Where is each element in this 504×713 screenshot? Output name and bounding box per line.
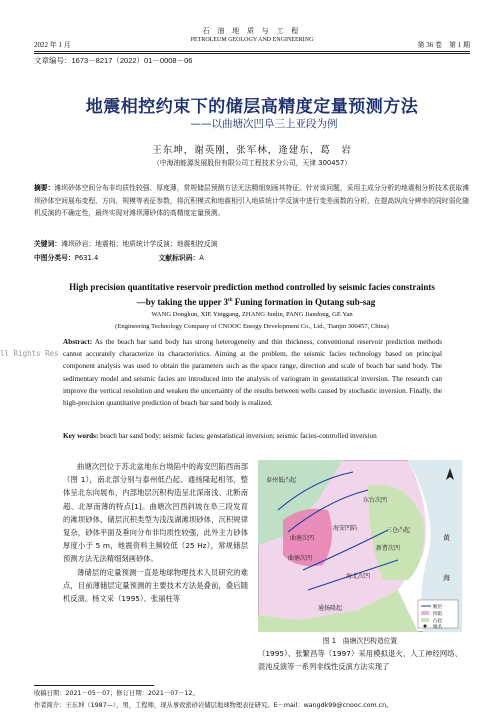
- keywords-label: 关键词：: [34, 240, 62, 248]
- legend-label: 地名: [433, 624, 442, 629]
- article-title: 地震相控约束下的储层高精度定量预测方法: [85, 97, 419, 117]
- english-keywords-text: beach bar sand body; seismic facies; genstatistical inversion; seismic facies-controlled inversion: [100, 432, 377, 440]
- article-number: 文章编号：1673－8217（2022）01－0008－06: [34, 56, 193, 65]
- location-map: [258, 460, 462, 632]
- english-abstract: [63, 336, 442, 409]
- footnote-received: 收稿日期：2021－05－07；修订日期：2021－07－12。: [34, 690, 199, 697]
- keywords-text: 滩坝砂岩；地震相；地质统计学反演；地震相控反演: [61, 240, 218, 248]
- english-affiliation: (Engineering Technology Company of CNOOC Energy Development Co., Ltd., Tianjin 300457, China): [115, 323, 389, 330]
- journal-name-cn: 石 油 地 质 与 工 程: [202, 27, 302, 35]
- body-text-right: （1995）、张繁昌等（1997）采用模拟退火、人工神经网络、混沌反演等一系列非线性反演方法实现了: [258, 649, 462, 672]
- footnote-rule: [34, 685, 154, 686]
- map-legend: [418, 600, 458, 630]
- map-label: 海: [443, 574, 450, 582]
- figure-caption: 图 1 曲塘次凹构造位置: [322, 637, 398, 645]
- header-rule: [34, 51, 470, 52]
- legend-label: 凸起: [433, 618, 442, 623]
- abstract-label: 摘要：: [34, 184, 55, 192]
- body-paragraph-2: 薄储层的定量预测一直是地球物理技术人员研究的难点，目前薄储层定量预测的主要技术方法是叠前，叠后随机反演。杨文采（1995）、张丽柱等: [63, 567, 248, 604]
- map-label: 海安凹陷: [333, 526, 358, 532]
- doc-code-value: A: [199, 254, 204, 262]
- map-label: 泰州低凸起: [266, 478, 297, 484]
- body-paragraph-1: 曲塘次凹位于苏北盆地东台坳陷中的海安凹陷西南部（图 1），南北部分别与泰州低凸起、通扬隆起相邻，整体呈北东向展布，内部地层沉积构造呈北深南浅、北断南超、北厚南薄的特点[1]。曲塘次凹西斜坡在阜三段发育的滩坝砂体，储层沉积类型为浅浅湖滩坝砂体，沉积规律复杂，砂体平面及垂向分布非均质性较强，此外主力砂体厚度小于 5 m，地震资料主频较低（25 Hz），常规储层预测方法无法精细刻画砂体。: [63, 462, 248, 564]
- class-number: P631.4: [74, 254, 99, 262]
- issue-date: 2022 年 1 月: [34, 41, 71, 49]
- volume-issue: 第 36 卷 第 1 期: [417, 41, 470, 49]
- watermark: ll Rights Res: [0, 349, 59, 358]
- doc-code-label: 文献标识码：: [158, 254, 200, 262]
- english-title-line2: [0, 294, 504, 309]
- map-label: 曲塘次凹: [288, 556, 313, 562]
- classification: [34, 252, 204, 262]
- map-label: 东台次凹: [363, 498, 388, 504]
- map-label: 新曹次凹: [376, 546, 401, 552]
- map-label: 通扬隆起: [318, 606, 343, 612]
- english-keywords-label: Key words:: [63, 432, 99, 440]
- footnote-author: 作者简介：王东坤（1987—），男，工程师，现从事致密砂岩储层地球物理表征研究。E－mail：wangdk99@cnooc.com.cn。: [34, 702, 393, 709]
- article-subtitle: ——以曲塘次凹阜三上亚段为例: [190, 118, 338, 130]
- superscript: th: [228, 298, 233, 303]
- legend-label: 凹陷: [433, 611, 442, 616]
- legend-label: 断层: [433, 604, 442, 609]
- map-label: 曲塘次凹: [290, 536, 315, 542]
- affiliation: （中海油能源发展股份有限公司工程技术分公司，天津 300457）: [152, 159, 352, 167]
- body-text-left: [63, 460, 248, 605]
- journal-header: [150, 27, 354, 45]
- english-keywords: [63, 432, 448, 440]
- map-label: 海北次凹: [346, 574, 371, 580]
- english-title-line1: High precision quantitative reservoir prediction method controlled by seismic facies constraints: [69, 282, 435, 292]
- english-abstract-text: As the beach bar sand body has strong heterogeneity and thin thickness, conventional reservoir prediction methods cannot accurately characterize its characteristics. Aiming at the problem, the seismic facies technology based on principal component analysis was used to obtain the parameters such as the space range, direction and scale of beach bar sand body. The sedimentary model and seismic facies are introduced into the analysis of variogram in geostatistical inversion. The research can improve the vertical resolution and weaken the uncertainty of the results between wells caused by stochastic inversion. Finally, the high-precision quantitative prediction of beach bar sand body is realized.: [63, 338, 442, 408]
- journal-name-en: PETROLEUM GEOLOGY AND ENGINEERING: [190, 37, 314, 43]
- chinese-abstract: [34, 182, 470, 220]
- english-authors: WANG Dongkun, XIE Yinggang, ZHANG Junlin, PANG Jiandong, GE Yan: [151, 311, 353, 318]
- english-title-part2: Funing formation in Qutang sub-sag: [232, 297, 376, 307]
- author-list: 王东坤，谢英刚，张军林，逄建东，葛 岩: [152, 145, 352, 156]
- english-title: [0, 281, 504, 309]
- header-rule-thin: [34, 53, 470, 54]
- class-label: 中图分类号：: [34, 254, 75, 262]
- chinese-keywords: [34, 238, 470, 248]
- abstract-text: 滩坝砂体空间分布非均质性较强、厚度薄，常规储层预测方法无法精细刻画其特征。针对该问题，采用主成分分析的地震相分析技术获取滩坝砂体空间展布变程、方向、规模等表征参数，将沉积模式和地震相引入地质统计学反演中进行变差函数的分析，在提高纵向分辨率的同时弱化随机反演的不确定性，最终实现对滩坝薄砂体的高精度定量预测。: [34, 184, 469, 217]
- english-abstract-label: Abstract:: [63, 338, 93, 346]
- map-label: 三仓凸起: [386, 528, 411, 534]
- map-label: 黄: [443, 534, 450, 542]
- english-title-part: —by taking the upper 3: [136, 297, 229, 307]
